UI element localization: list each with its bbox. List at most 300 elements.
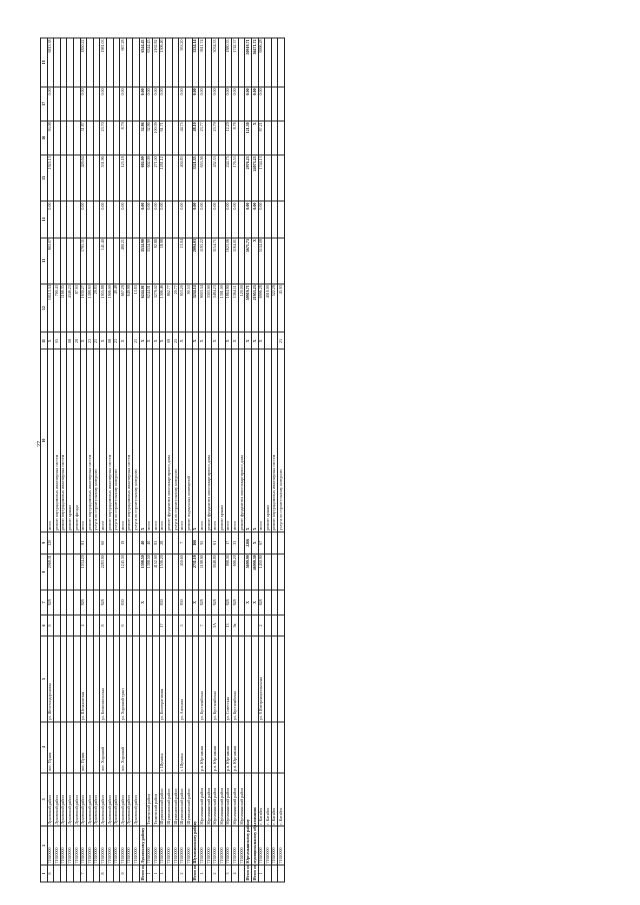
table-cell [271,615,278,637]
table-cell: 71920000 [93,826,100,865]
table-cell: Луковский район [113,773,120,827]
table-cell [153,722,160,773]
table-row [212,38,219,882]
table-cell: 1742.37 [232,38,239,87]
column-header: 12 [41,284,48,333]
table-cell: 32.86 [139,121,146,155]
table-cell: Юргамышский район [225,773,232,827]
table-cell: 0.00 [212,201,219,237]
table-cell: ремонт внутридомовых инженерных систем [126,349,133,531]
table-cell [113,38,120,87]
table-cell: 826 [80,590,87,614]
table-cell [73,636,80,721]
column-header: 1 [41,865,48,882]
table-cell [73,590,80,614]
table-cell [139,722,146,773]
column-header: 10 [41,349,48,531]
column-header: 9 [41,532,48,554]
table-cell: X [252,332,259,349]
table-cell: 450.60 [179,554,186,590]
table-cell: услуги по строительному контролю [93,349,100,531]
table-row [73,38,80,882]
table-cell [126,238,133,284]
table-cell [133,38,140,87]
table-cell: 1245.30 [120,554,127,590]
table-cell: 1623.06 [225,238,232,284]
table-cell [166,722,173,773]
table-row [166,38,173,882]
table-cell [126,615,133,637]
table-cell: пос. Хороший [100,722,107,773]
table-cell: 51.87 [80,121,87,155]
table-cell: 71920000 [271,826,278,865]
table-cell [133,532,140,554]
table-cell: 452.53 [212,155,219,201]
table-cell [271,332,278,349]
table-cell: X [100,332,107,349]
table-cell: 803.07 [47,238,54,284]
table-cell: 71920000 [80,826,87,865]
table-row [245,38,252,882]
table-cell: ул. Анохина [179,636,186,721]
table-cell: X [159,332,166,349]
table-cell: 0.00 [120,201,127,237]
table-cell: 83 [153,532,160,554]
table-cell [113,532,120,554]
table-cell: 21 [278,332,285,349]
table-cell [238,87,245,121]
table-cell: X [153,332,160,349]
table-cell: X [80,332,87,349]
table-cell: Луковский район [67,773,74,827]
table-cell [219,722,226,773]
table-row [179,38,186,882]
table-cell: 5671.73 [245,238,252,284]
table-cell: X [47,332,54,349]
table-cell [278,155,285,201]
table-cell: 0.00 [258,201,265,237]
table-cell: 25 [172,332,179,349]
table-cell: 0.00 [100,87,107,121]
table-cell [93,38,100,87]
table-cell: г. Катайск [271,773,278,827]
table-cell [67,722,74,773]
column-header: 16 [41,121,48,155]
table-cell [278,201,285,237]
table-cell [73,532,80,554]
table-cell: 6996.28 [258,284,265,333]
table-cell: 1 [199,865,206,882]
table-cell: р.п. Юргамыш [199,722,206,773]
table-cell: 1864.90 [225,284,232,333]
table-cell: итого [225,349,232,531]
table-cell: 13 [225,615,232,637]
table-cell: 13.83 [133,284,140,333]
table-cell: X [252,121,259,155]
table-cell: Юргамышский район [205,773,212,827]
table-cell: 953.20 [179,38,186,87]
table-row [252,38,259,882]
table-cell [93,155,100,201]
table-cell [271,155,278,201]
table-cell: 71920000 [199,826,206,865]
table-cell: 71920000 [186,826,193,865]
table-cell [93,722,100,773]
table-cell [54,201,61,237]
table-cell [166,636,173,721]
table-cell [238,554,245,590]
table-cell [245,636,252,721]
table-cell: 9003.34 [199,284,206,333]
table-cell [93,590,100,614]
table-cell [133,722,140,773]
table-cell [186,722,193,773]
table-cell: 71920000 [172,826,179,865]
table-cell [106,554,113,590]
table-cell: ул. Кустанайская [199,636,206,721]
table-cell [265,532,272,554]
table-cell [60,121,67,155]
table-cell: 0.00 [179,87,186,121]
table-cell: 1164.01 [232,238,239,284]
table-cell: 125.18 [120,155,127,201]
table-cell: 6344.45 [146,38,153,87]
table-cell: 1536.20 [159,554,166,590]
table-cell: Луковский район [133,773,140,827]
table-cell [238,38,245,87]
table-cell [106,201,113,237]
table-cell [54,38,61,87]
table-cell: Луковский район [100,773,107,827]
table-cell: 1034.20 [80,554,87,590]
table-cell: 71920000 [205,826,212,865]
table-cell [192,615,199,637]
repair-program-table [40,38,285,883]
table-cell: 3234.14 [192,38,199,87]
table-cell [67,532,74,554]
table-cell [166,554,173,590]
table-cell [172,87,179,121]
table-cell [126,201,133,237]
table-cell: 71920000 [146,826,153,865]
table-cell [166,238,173,284]
table-cell: 828 [258,590,265,614]
table-cell: X [179,332,186,349]
table-cell: 1744.13 [258,155,265,201]
table-row [232,38,239,882]
table-cell [271,636,278,721]
table-cell: 3234.14 [192,284,199,333]
column-header: 13 [41,238,48,284]
table-cell: 1981.03 [100,38,107,87]
table-cell [219,636,226,721]
table-cell [73,121,80,155]
table-cell [126,38,133,87]
table-cell: ремонт внутридомовых инженерных систем [54,349,61,531]
table-row [54,38,61,882]
table-cell [87,532,94,554]
table-cell: 71920000 [219,826,226,865]
table-cell: итого [232,349,239,531]
table-cell [54,87,61,121]
table-cell: 8.79 [120,121,127,155]
table-cell: итого [159,349,166,531]
table-cell: 23.77 [199,121,206,155]
table-cell: 0.00 [139,87,146,121]
table-cell: 998.30 [225,554,232,590]
table-cell: 166 [192,532,199,554]
table-cell [205,615,212,637]
table-cell: услуги по строительному контролю [133,349,140,531]
table-cell: 1 [146,865,153,882]
table-cell: 9 [120,865,127,882]
table-cell: 71920000 [60,826,67,865]
table-cell [60,201,67,237]
table-cell [60,636,67,721]
table-cell: 1306.46 [159,38,166,87]
table-cell: 2 [258,615,265,637]
table-cell: 3А [212,615,219,637]
table-cell [93,121,100,155]
table-cell: 0.00 [146,201,153,237]
table-cell [186,590,193,614]
table-cell: 61.71 [159,121,166,155]
table-cell: р.п. Юргамыш [212,722,219,773]
table-cell: 23.79 [212,121,219,155]
table-cell: Луковский район [87,773,94,827]
table-cell [166,201,173,237]
table-cell [87,121,94,155]
table-cell [139,615,146,637]
table-cell [67,554,74,590]
table-cell [67,201,74,237]
table-cell: 828 [212,590,219,614]
table-cell: 1791.11 [80,238,87,284]
table-cell [278,865,285,882]
table-cell: 1198.90 [199,554,206,590]
table-cell: г. Шумиха [179,722,186,773]
table-cell [54,865,61,882]
table-row [192,38,199,882]
table-row [133,38,140,882]
table-cell: 21953.23 [252,284,259,333]
table-cell: ремонт внутридомовых инженерных систем [106,349,113,531]
table-cell [186,155,193,201]
table-cell [265,332,272,349]
table-cell [219,87,226,121]
table-cell: 3534.90 [139,238,146,284]
table-cell [205,532,212,554]
table-cell [258,722,265,773]
table-cell: 29.83 [93,284,100,333]
table-cell: 08 [67,332,74,349]
table-cell: 830 [120,590,127,614]
table-cell [54,615,61,637]
table-cell [265,201,272,237]
table-cell: 60 [100,532,107,554]
table-cell [219,615,226,637]
table-cell [219,865,226,882]
table-cell [113,722,120,773]
table-cell [238,636,245,721]
table-cell [73,155,80,201]
table-cell: 40 [139,532,146,554]
table-cell: 23 [87,332,94,349]
table-cell: 71920000 [159,826,166,865]
table-cell [205,636,212,721]
table-cell: Луковский район [73,773,80,827]
table-cell: 649.99 [126,284,133,333]
table-cell [67,615,74,637]
table-cell: 2 [212,865,219,882]
table-cell: ул. 8 Интернациональная [258,636,265,721]
table-cell: 8 [100,865,107,882]
table-cell: итого [80,349,87,531]
table-cell: 71920000 [238,826,245,865]
table-cell [133,238,140,284]
table-cell [106,87,113,121]
column-header: 5 [41,636,48,721]
table-cell: 2711.10 [192,554,199,590]
table-cell: 61 [212,532,219,554]
table-cell: X [252,590,259,614]
table-cell [153,615,160,637]
table-cell [166,865,173,882]
table-cell [238,722,245,773]
table-cell [106,155,113,201]
table-row [67,38,74,882]
table-cell: 33 [232,532,239,554]
table-cell: X [212,332,219,349]
table-cell [113,121,120,155]
table-cell: 1906.00 [106,284,113,333]
table-cell [205,865,212,882]
table-cell [133,865,140,882]
table-cell: X [192,349,199,531]
table-cell: 71920000 [100,826,107,865]
table-cell: итого [212,349,219,531]
table-cell: 1 [159,865,166,882]
table-cell [54,238,61,284]
table-cell: 17 [159,615,166,637]
table-cell: 4346.23 [67,284,74,333]
table-cell [278,238,285,284]
table-cell [205,722,212,773]
table-cell [73,865,80,882]
table-cell [93,238,100,284]
table-cell: 0.00 [258,87,265,121]
table-cell: Шумихинский район [179,773,186,827]
table-cell [133,590,140,614]
table-cell: 21 [93,332,100,349]
table-cell [106,590,113,614]
table-cell: 176.53 [232,155,239,201]
table-cell [172,121,179,155]
table-row [93,38,100,882]
table-cell: 862.77 [166,284,173,333]
table-cell: 0.00 [159,87,166,121]
table-cell [93,865,100,882]
table-cell [186,332,193,349]
table-cell [93,615,100,637]
table-cell [205,590,212,614]
table-cell [238,332,245,349]
table-cell [166,532,173,554]
table-cell: Шумихинский район [159,773,166,827]
table-cell: 71920000 [54,826,61,865]
table-cell [172,865,179,882]
table-cell: 2 [179,865,186,882]
table-cell [205,121,212,155]
table-cell: Итого по Шумихинскому району [192,820,198,881]
table-cell [205,201,212,237]
table-cell [271,87,278,121]
table-cell [205,155,212,201]
table-cell [265,554,272,590]
table-cell [192,722,199,773]
table-cell: 0.00 [252,201,259,237]
table-cell [238,121,245,155]
table-cell: 667.29 [120,284,127,333]
table-cell [126,332,133,349]
table-cell: 602.09 [139,155,146,201]
table-cell: 71920000 [212,826,219,865]
table-cell [73,238,80,284]
table-cell [278,532,285,554]
table-cell: 121.30 [245,121,252,155]
table-cell [106,532,113,554]
table-cell: услуги по строительному контролю [113,349,120,531]
table-cell [126,865,133,882]
table-cell [113,87,120,121]
table-cell: 120 [47,532,54,554]
table-cell: 0.00 [153,201,160,237]
table-cell [172,155,179,201]
table-cell: 71920000 [113,826,120,865]
column-header: 7 [41,590,48,614]
table-cell: итого [47,349,54,531]
table-cell [238,532,245,554]
table-cell: X [252,238,259,284]
table-cell: ремонт фундамента многоквартирного дома [166,349,173,531]
table-cell: 522.29 [271,284,278,333]
table-cell [106,636,113,721]
table-cell: 32.86 [146,121,153,155]
table-cell: 0.00 [232,87,239,121]
table-cell [87,590,94,614]
table-cell: 28 [159,532,166,554]
table-cell: 71920000 [225,826,232,865]
table-cell: X [245,590,252,614]
table-cell: 2266 [245,532,252,554]
table-cell: ул. Комсомольская [100,636,107,721]
table-cell [265,636,272,721]
table-cell: 4 [232,865,239,882]
table-cell [219,121,226,155]
table-cell: 40 [146,532,153,554]
table-cell: итого [153,349,160,531]
table-cell [113,865,120,882]
table-cell [113,155,120,201]
table-cell: X [139,590,146,614]
table-cell [113,615,120,637]
table-row [205,38,212,882]
table-cell: 3484.23 [212,284,219,333]
table-cell [73,87,80,121]
table-cell [186,636,193,721]
table-cell: 95 [199,532,206,554]
table-cell [126,87,133,121]
